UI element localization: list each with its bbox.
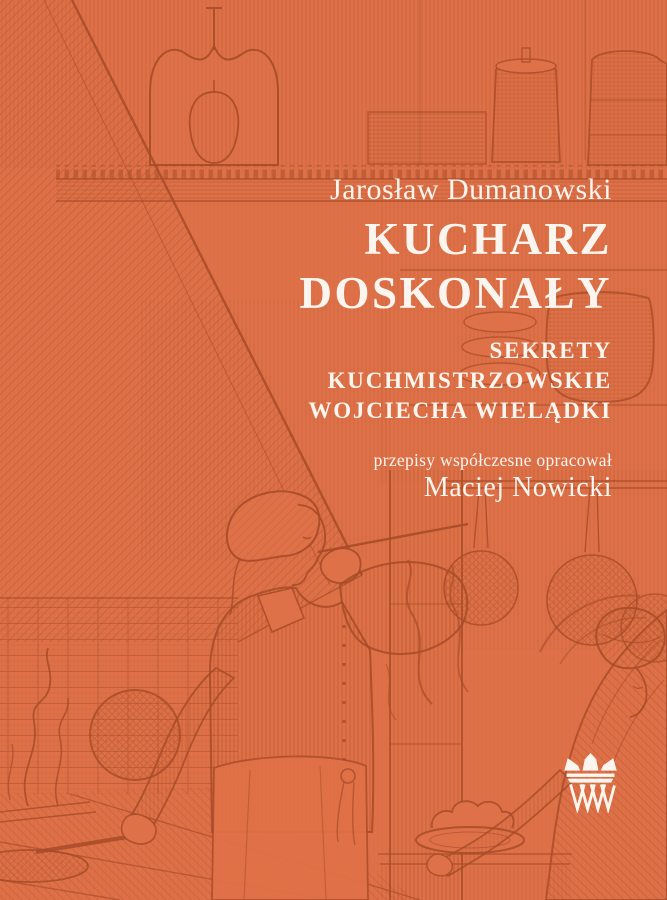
author-name: Jarosław Dumanowski (330, 173, 612, 206)
publisher-logo-crown-ww-icon (562, 750, 619, 813)
crown-icon (564, 753, 616, 783)
contributor-note: przepisy współczesne opracował (373, 450, 612, 470)
book-title (0, 212, 612, 320)
contributor-name: Maciej Nowicki (423, 472, 612, 503)
subtitle-line-1: SEKRETY (489, 338, 612, 363)
book-title-line-2: DOSKONAŁY (299, 268, 612, 318)
subtitle-line-3: WOJCIECHA WIELĄDKI (308, 398, 612, 423)
subtitle-line-2: KUCHMISTRZOWSKIE (327, 368, 612, 393)
book-title-line-1: KUCHARZ (364, 214, 612, 264)
ww-monogram (571, 784, 615, 809)
book-subtitle (0, 336, 612, 426)
